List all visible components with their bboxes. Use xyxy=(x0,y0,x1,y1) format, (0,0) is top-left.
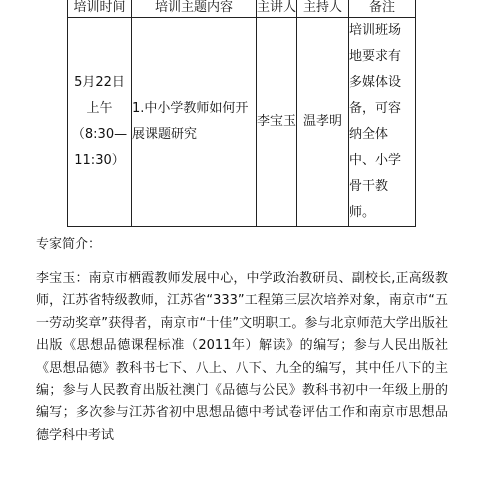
note-line: 纳全体 xyxy=(349,127,389,142)
note-line: 培训班场 xyxy=(349,23,402,38)
note-line: 中、小学 xyxy=(349,153,402,168)
speaker-cell: 李宝玉 xyxy=(257,18,297,227)
training-schedule xyxy=(67,0,415,227)
note-line: 骨干教 xyxy=(349,179,389,194)
time-cell: 5月22日上午（8:30—11:30） xyxy=(68,18,132,227)
note-cell xyxy=(349,18,416,227)
note-line: 备，可容 xyxy=(349,101,402,116)
header-host: 主持人 xyxy=(297,0,349,18)
bio-paragraph: 李宝玉：南京市栖霞教师发展中心，中学政治教研员、副校长,正高级教师，江苏省特级教师，江苏省“333”工程第三层次培养对象，南京市“五一劳动奖章”获得者，南京市“十佳”文明职工。参与北京师范大学出版社出版《思想品德课程标准（2011年）解读》的编写；参与人民出版社《思想品德》教科书七下、八上、八下、九全的编写，其中任八下的主编；参与人民教育出版社澳门《品德与公民》教科书初中一年级上册的编写；多次参与江苏省初中思想品德中考试卷评估工作和南京市思想品德学科中考试 xyxy=(36,271,448,443)
table-row xyxy=(68,18,416,227)
note-line: 师。 xyxy=(349,205,376,220)
header-topic: 培训主题内容 xyxy=(132,0,257,18)
header-time: 培训时间 xyxy=(68,0,132,18)
header-speaker: 主讲人 xyxy=(257,0,297,18)
host-cell: 温孝明 xyxy=(297,18,349,227)
table-header-row xyxy=(68,0,416,18)
note-line: 地要求有 xyxy=(349,49,402,64)
bio-heading: 专家简介： xyxy=(36,237,102,252)
schedule-table xyxy=(67,0,416,227)
note-line: 多媒体设 xyxy=(349,75,402,90)
expert-bio xyxy=(36,234,448,447)
topic-cell: 1.中小学教师如何开展课题研究 xyxy=(132,18,257,227)
header-note: 备注 xyxy=(349,0,416,18)
